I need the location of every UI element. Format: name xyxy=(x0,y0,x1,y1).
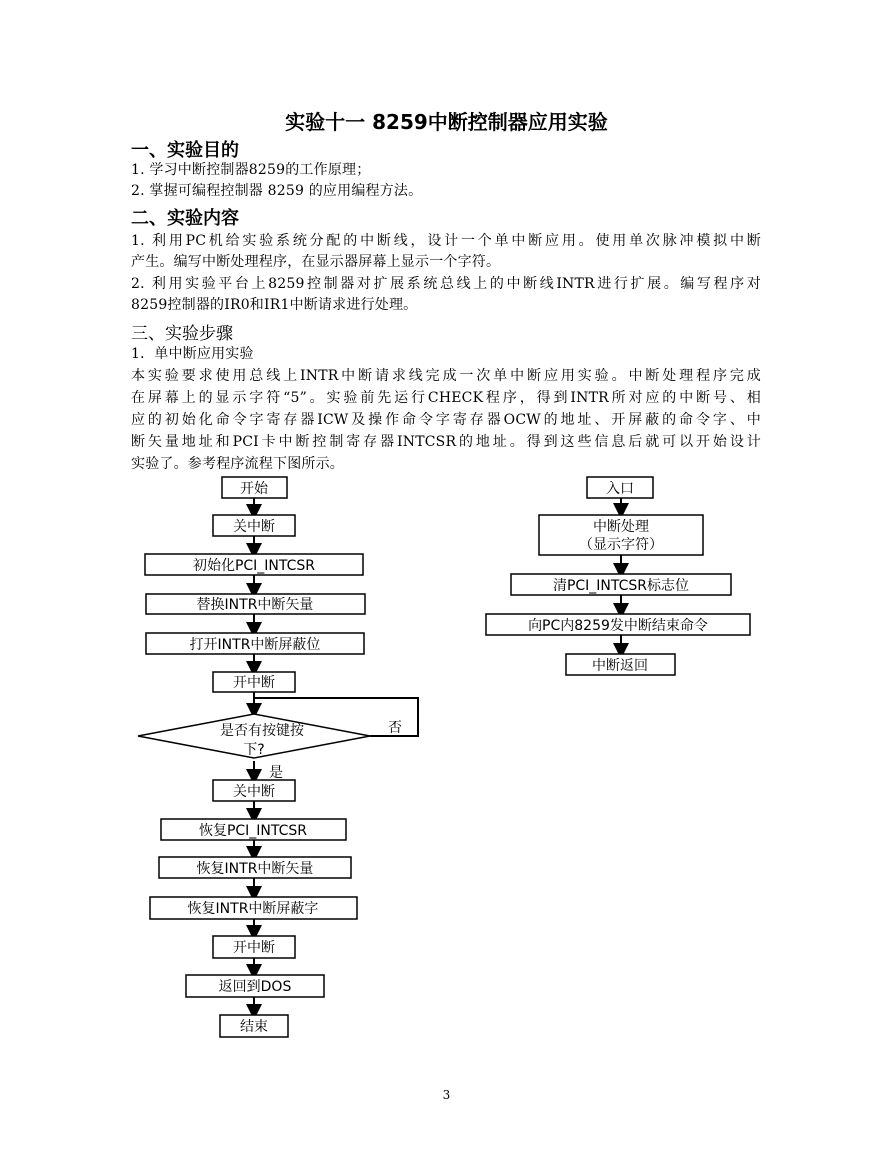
section-heading-purpose: 一、实验目的 xyxy=(131,140,239,161)
label-handle-1: 中断处理 xyxy=(593,519,649,535)
content-line-4: 8259控制器的IR0和IR1中断请求进行处理。 xyxy=(131,297,418,313)
label-clear-flag: 清PCI_INTCSR标志位 xyxy=(552,578,690,594)
section-heading-steps: 三、实验步骤 xyxy=(131,324,233,344)
steps-subheading: 1．单中断应用实验 xyxy=(131,346,254,362)
label-cli2: 关中断 xyxy=(233,784,275,800)
label-eoi: 向PC内8259发中断结束命令 xyxy=(528,618,708,634)
steps-line-2: 在屏幕上的显示字符“5”。实验前先运行CHECK程序，得到INTR所对应的中断号、相 xyxy=(131,390,761,406)
page-number: 3 xyxy=(442,1088,451,1102)
label-no: 否 xyxy=(388,720,402,736)
content-line-3: 2. 利用实验平台上8259控制器对扩展系统总线上的中断线INTR进行扩展。编写程序对 xyxy=(131,276,761,292)
label-end: 结束 xyxy=(240,1019,268,1035)
label-yes: 是 xyxy=(269,765,283,781)
label-sti: 开中断 xyxy=(233,675,275,691)
label-cli: 关中断 xyxy=(233,519,275,535)
label-return-dos: 返回到DOS xyxy=(218,979,292,995)
content-line-2: 产生。编写中断处理程序，在显示器屏幕上显示一个字符。 xyxy=(131,254,501,270)
label-handle-2: （显示字符） xyxy=(579,537,663,553)
purpose-item-1: 1. 学习中断控制器8259的工作原理； xyxy=(131,162,371,178)
label-init: 初始化PCI_INTCSR xyxy=(192,558,316,574)
steps-line-5: 实验了。参考程序流程下图所示。 xyxy=(131,456,344,472)
label-iret: 中断返回 xyxy=(592,658,648,674)
steps-line-3: 应的初始化命令字寄存器ICW及操作命令字寄存器OCW的地址、开屏蔽的命令字、中 xyxy=(131,412,761,428)
label-decision-1: 是否有按键按 xyxy=(220,723,304,739)
content-line-1: 1. 利用PC机给实验系统分配的中断线，设计一个单中断应用。使用单次脉冲模拟中断 xyxy=(131,233,761,249)
label-restore-pci: 恢复PCI_INTCSR xyxy=(198,823,308,839)
steps-line-1: 本实验要求使用总线上INTR中断请求线完成一次单中断应用实验。中断处理程序完成 xyxy=(131,368,761,384)
steps-line-4: 断矢量地址和PCI卡中断控制寄存器INTCSR的地址。得到这些信息后就可以开始设计 xyxy=(131,434,761,450)
label-replace: 替换INTR中断矢量 xyxy=(196,597,314,613)
label-sti2: 开中断 xyxy=(233,940,275,956)
section-heading-content: 二、实验内容 xyxy=(131,208,239,229)
purpose-item-2: 2. 掌握可编程控制器 8259 的应用编程方法。 xyxy=(131,183,423,199)
label-entry: 入口 xyxy=(606,481,634,497)
label-restore-mask: 恢复INTR中断屏蔽字 xyxy=(187,901,319,917)
label-unmask: 打开INTR中断屏蔽位 xyxy=(189,637,321,653)
label-restore-vec: 恢复INTR中断矢量 xyxy=(196,861,314,877)
page-title: 实验十一 8259中断控制器应用实验 xyxy=(285,110,608,134)
label-start: 开始 xyxy=(240,481,268,497)
label-decision-2: 下? xyxy=(243,742,265,758)
